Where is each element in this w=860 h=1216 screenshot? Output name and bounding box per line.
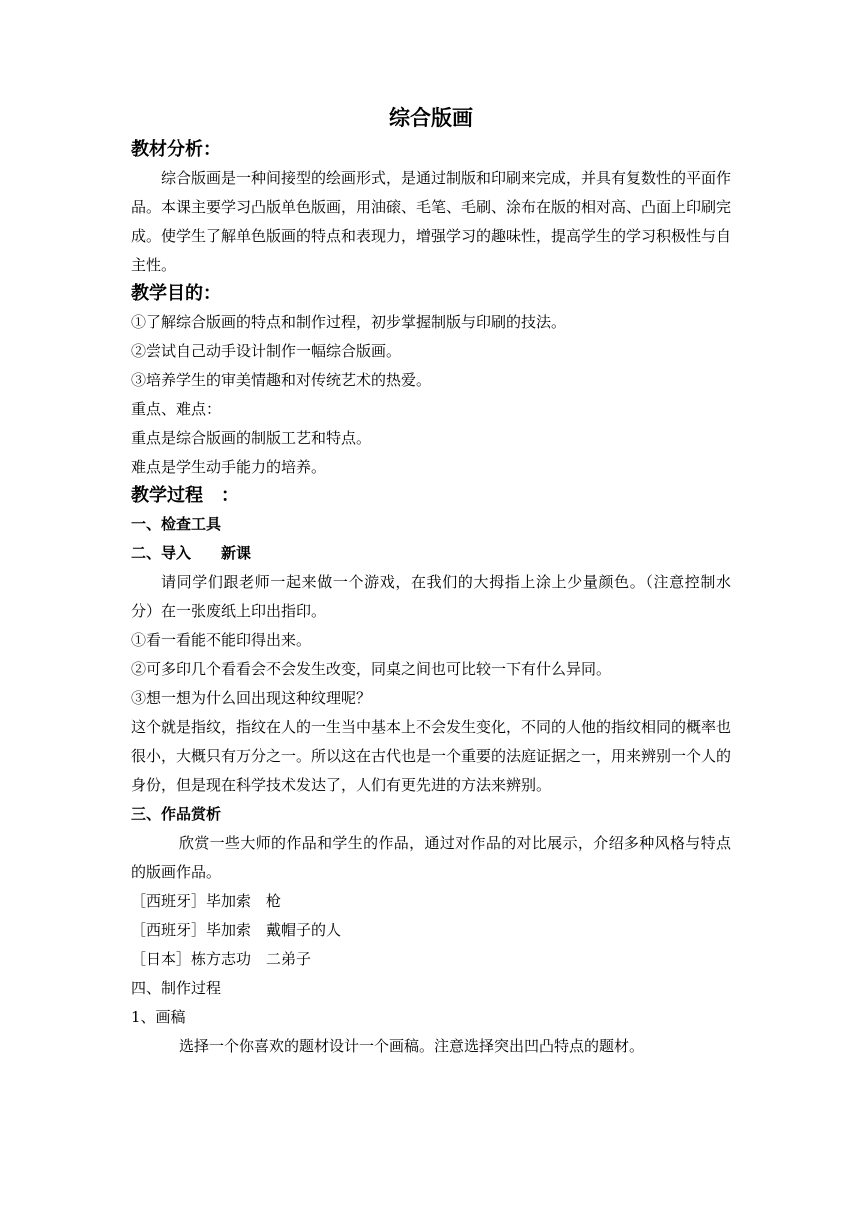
heading-teaching-goals: 教学目的： xyxy=(131,283,221,304)
material-analysis-paragraph: 综合版画是一种间接型的绘画形式，是通过制版和印刷来完成，并具有复数性的平面作品。本课主要学习凸版单色版画，用油磙、毛笔、毛刷、涂布在版的相对高、凸面上印刷完成。使学生了解单色版画的特点和表现力，增强学习的趣味性，提高学生的学习积极性与自主性。 xyxy=(131,169,732,274)
introduction-item-1: ①看一看能不能印得出来。 xyxy=(131,631,312,649)
difficult-point: 难点是学生动手能力的培养。 xyxy=(131,458,327,476)
introduction-item-2: ②可多印几个看看会不会发生改变，同桌之间也可比较一下有什么异同。 xyxy=(131,660,612,678)
heading-teaching-process: 教学过程 ： xyxy=(131,485,239,506)
work-item-3: ［日本］栋方志功 二弟子 xyxy=(131,950,312,968)
work-item-1: ［西班牙］毕加索 枪 xyxy=(131,892,282,910)
step-introduction: 二、导入 新课 xyxy=(131,544,252,562)
draft-paragraph: 选择一个你喜欢的题材设计一个画稿。注意选择突出凹凸特点的题材。 xyxy=(179,1037,645,1055)
step-production-process: 四、制作过程 xyxy=(131,979,222,997)
work-item-2: ［西班牙］毕加索 戴帽子的人 xyxy=(131,921,342,939)
heading-material-analysis: 教材分析： xyxy=(131,139,221,160)
document-content xyxy=(131,100,731,1061)
step-check-tools: 一、检查工具 xyxy=(131,515,222,533)
introduction-paragraph: 请同学们跟老师一起来做一个游戏，在我们的大拇指上涂上少量颜色。（注意控制水分）在一张废纸上印出指印。 xyxy=(131,573,731,620)
introduction-item-3: ③想一想为什么回出现这种纹理呢？ xyxy=(131,689,372,707)
goal-item-1: ①了解综合版画的特点和制作过程，初步掌握制版与印刷的技法。 xyxy=(131,313,567,331)
production-sub-draft: 1、画稿 xyxy=(131,1008,186,1026)
document-title: 综合版画 xyxy=(389,105,473,130)
goal-item-2: ②尝试自己动手设计制作一幅综合版画。 xyxy=(131,342,402,360)
appreciation-paragraph: 欣赏一些大师的作品和学生的作品，通过对作品的对比展示，介绍多种风格与特点的版画作品。 xyxy=(131,834,731,881)
step-work-appreciation: 三、作品赏析 xyxy=(131,805,222,823)
fingerprint-explanation: 这个就是指纹，指纹在人的一生当中基本上不会发生变化，不同的人他的指纹相同的概率也很小，大概只有万分之一。所以这在古代也是一个重要的法庭证据之一，用来辨别一个人的身份，但是现在科学技术发达了，人们有更先进的方法来辨别。 xyxy=(131,718,732,794)
key-difficult-label: 重点、难点： xyxy=(131,400,222,418)
key-point: 重点是综合版画的制版工艺和特点。 xyxy=(131,429,372,447)
goal-item-3: ③培养学生的审美情趣和对传统艺术的热爱。 xyxy=(131,371,432,389)
